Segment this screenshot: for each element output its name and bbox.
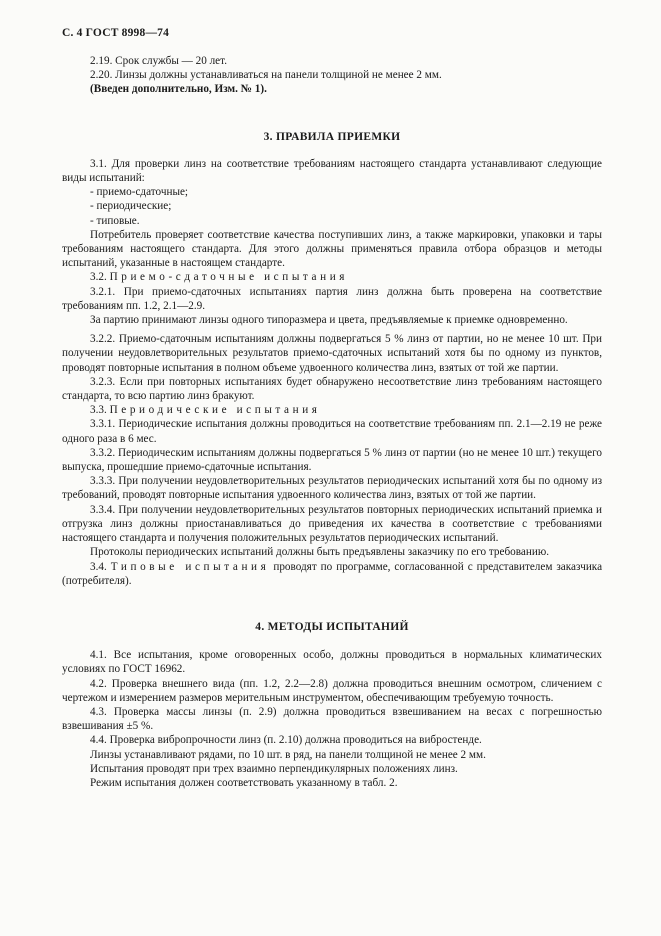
mode-paragraph: Режим испытания должен соответствовать указанному в табл. 2. <box>90 776 398 789</box>
clause-4-3: 4.3. Проверка массы линзы (п. 2.9) должна проводиться взвешиванием на весах с погрешностью взвешивания ±5 %. <box>62 705 602 733</box>
clause-3-3-2: 3.3.2. Периодическим испытаниям должны подвергаться 5 % линз от партии (но не менее 10 шт.) текущего выпуска, прошедшие приемо-сдаточные испытания. <box>62 446 602 474</box>
clause-3-2-title: Приемо-сдаточные испытания <box>109 271 349 284</box>
consumer-paragraph: Потребитель проверяет соответствие качества поступивших линз, а также маркировки, упаковки и тары требованиям настоящего стандарта. Для этого должны применяться правила отбора образцов и методы испытаний, указанные в настоящем стандарте. <box>62 228 602 270</box>
clause-3-3-1: 3.3.1. Периодические испытания должны проводиться на соответствие требованиям пп. 2.1—2.19 не реже одного раза в 6 мес. <box>62 418 602 445</box>
protocols-paragraph: Протоколы периодических испытаний должны быть предъявлены заказчику по его требованию. <box>90 546 549 559</box>
clause-3-4-title: Типовые испытания <box>110 560 270 573</box>
clause-3-3-heading <box>62 403 602 417</box>
list-item: - типовые. <box>90 214 140 227</box>
page-header: С. 4 ГОСТ 8998—74 <box>62 27 170 39</box>
clause-4-4: 4.4. Проверка вибропрочности линз (п. 2.10) должна проводиться на вибростенде. <box>90 734 482 747</box>
clause-3-4-number: 3.4. <box>90 560 107 573</box>
list-item: - приемо-сдаточные; <box>90 186 189 199</box>
clause-3-4 <box>62 560 602 588</box>
clause-2-19: 2.19. Срок службы — 20 лет. <box>90 55 227 67</box>
clause-3-3-number: 3.3. <box>90 404 107 417</box>
rows-paragraph: Линзы устанавливают рядами, по 10 шт. в ряд, на панели толщиной не менее 2 мм. <box>90 748 486 761</box>
clause-3-3-title: Периодические испытания <box>109 404 321 417</box>
clause-2-20: 2.20. Линзы должны устанавливаться на панели толщиной не менее 2 мм. <box>90 69 442 82</box>
clause-3-2-heading <box>62 270 602 284</box>
clause-3-2-1: 3.2.1. При приемо-сдаточных испытаниях партия линз должна быть проверена на соответствие требованиям пп. 1.2, 2.1—2.9. <box>62 285 602 312</box>
lot-paragraph: За партию принимают линзы одного типоразмера и цвета, предъявляемые к приемке одновременно. <box>90 314 568 327</box>
amendment-note: (Введен дополнительно, Изм. № 1). <box>90 83 267 96</box>
clause-3-2-3: 3.2.3. Если при повторных испытаниях будет обнаружено несоответствие линз требованиям настоящего стандарта, то всю партию линз бракуют. <box>62 375 602 403</box>
positions-paragraph: Испытания проводят при трех взаимно перпендикулярных положениях линз. <box>90 762 458 775</box>
clause-3-4-text: проводят по программе, согласованной с представителем заказчика (потребителя). <box>62 560 603 587</box>
clause-3-3-4: 3.3.4. При получении неудовлетворительных результатов повторных периодических испытаний приемка и отгрузка линз должны приостанавливаться до приведения их качества в соответствие с требованиями настоящего стандарта и получения положительных результатов периодических испытаний. <box>62 503 602 545</box>
clause-3-2-2: 3.2.2. Приемо-сдаточным испытаниям должны подвергаться 5 % линз от партии, но не менее 10 шт. При получении неудовлетворительных результатов приемо-сдаточных испытаний хотя бы по одному из пунктов, проводят повторные испытания в полном объеме удвоенного количества линз, взятых от той же партии. <box>62 333 602 374</box>
section-4-title: 4. МЕТОДЫ ИСПЫТАНИЙ <box>255 620 409 633</box>
clause-3-3-3: 3.3.3. При получении неудовлетворительных результатов периодических испытаний хотя бы по одному из требований, проводят повторные испытания удвоенного количества линз, взятых от той же партии. <box>62 475 602 502</box>
clause-4-1: 4.1. Все испытания, кроме оговоренных особо, должны проводиться в нормальных климатических условиях по ГОСТ 16962. <box>62 649 602 676</box>
clause-3-1: 3.1. Для проверки линз на соответствие требованиям настоящего стандарта устанавливают следующие виды испытаний: <box>62 157 602 185</box>
list-item: - периодические; <box>90 200 172 213</box>
section-3-title: 3. ПРАВИЛА ПРИЕМКИ <box>263 130 401 143</box>
clause-3-2-number: 3.2. <box>90 271 107 284</box>
page-content <box>62 54 602 790</box>
clause-4-2: 4.2. Проверка внешнего вида (пп. 1.2, 2.2—2.8) должна проводиться внешним осмотром, сличением с чертежом и измерением размеров мерительным инструментом, обеспечивающим требуемую точность. <box>62 677 602 704</box>
